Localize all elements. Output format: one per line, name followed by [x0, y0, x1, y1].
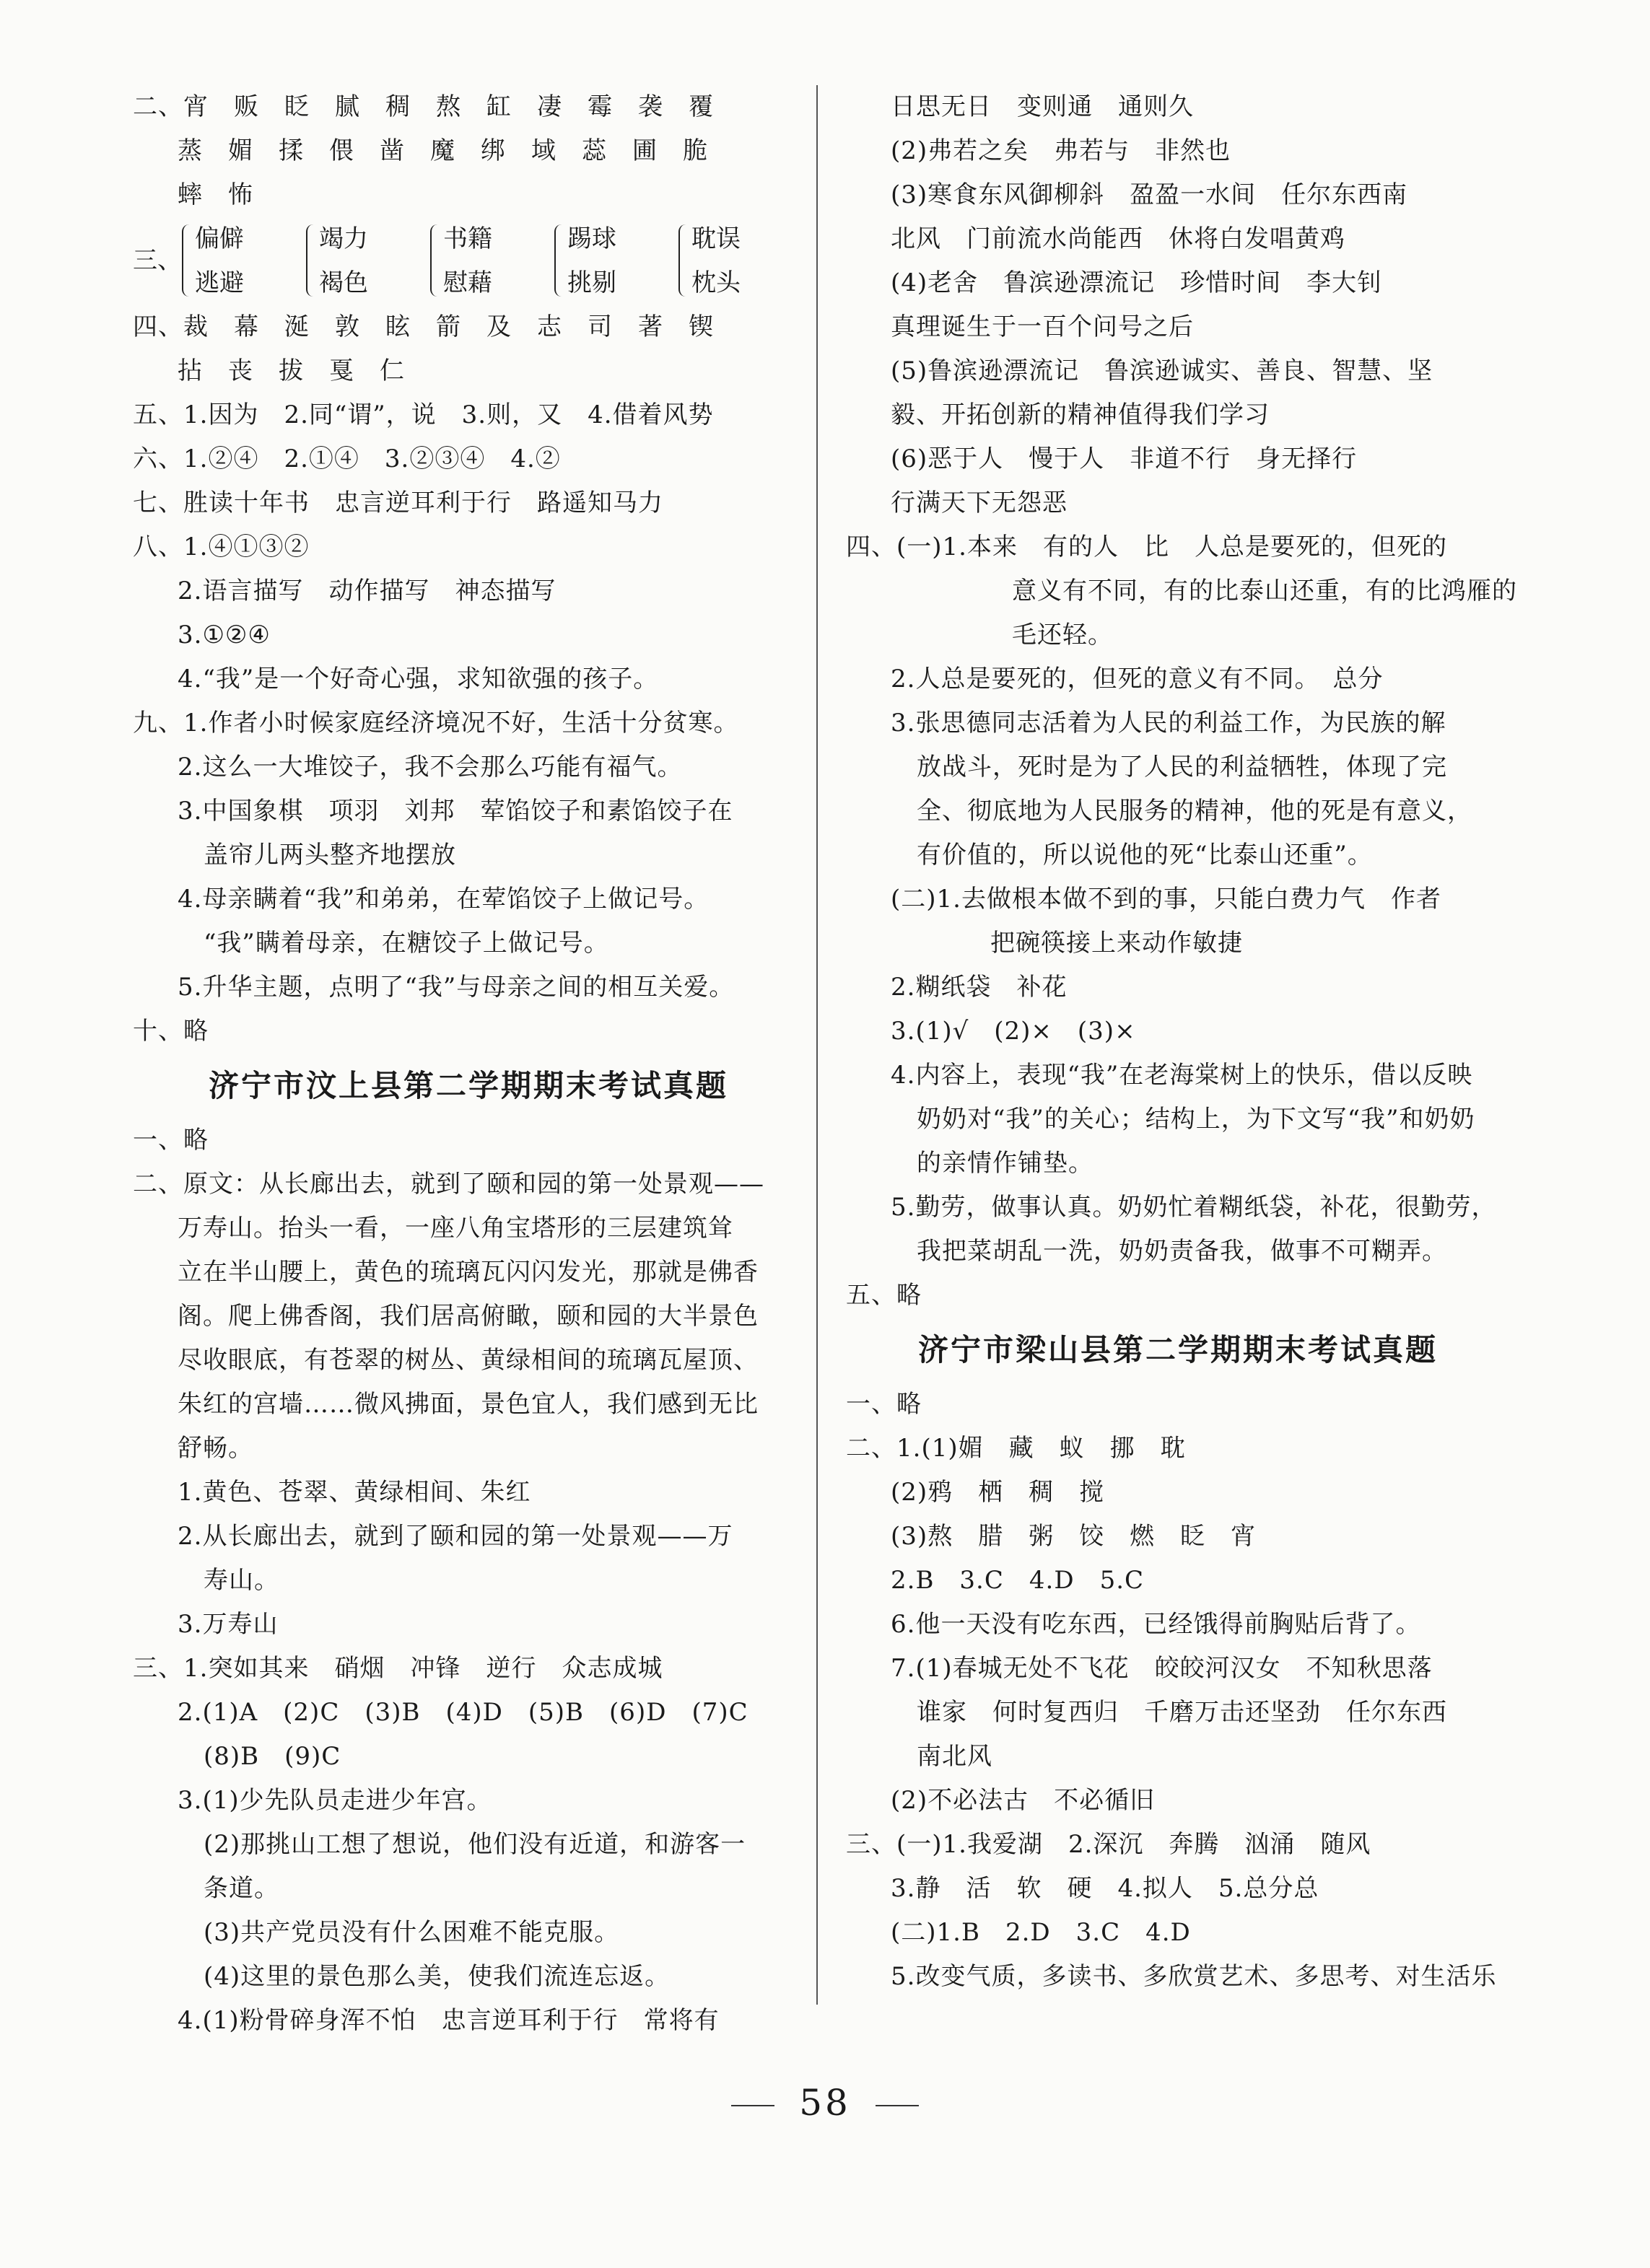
answer-line: 5.升华主题，点明了“我”与母亲之间的相互关爱。: [178, 973, 735, 1002]
answer-line: 3.中国象棋 项羽 刘邦 荤馅饺子和素馅饺子在: [178, 797, 733, 826]
section-marker: 三、: [133, 246, 182, 275]
answer-line: 蟀 怖: [178, 180, 253, 209]
pair-word: 竭力: [319, 224, 368, 253]
answer-line: 3.(1)√ (2)× (3)×: [891, 1017, 1136, 1046]
word-pair: [195, 217, 244, 305]
answer-line: 3.张思德同志活着为人民的利益工作，为民族的解: [891, 709, 1446, 737]
answer-line: 阁。爬上佛香阁，我们居高俯瞰，颐和园的大半景色: [178, 1302, 759, 1331]
answer-line: 2.(1)A (2)C (3)B (4)D (5)B (6)D (7)C: [178, 1698, 748, 1727]
answer-line: (二)1.B 2.D 3.C 4.D: [891, 1918, 1191, 1947]
answer-line: 九、1.作者小时候家庭经济境况不好，生活十分贫寒。: [133, 709, 739, 737]
answer-line: “我”瞒着母亲，在糖饺子上做记号。: [204, 929, 609, 958]
answer-line: (4)这里的景色那么美，使我们流连忘返。: [204, 1962, 671, 1991]
answer-line: 我把菜胡乱一洗，奶奶责备我，做事不可糊弄。: [917, 1237, 1447, 1266]
answer-line: 毅、开拓创新的精神值得我们学习: [891, 400, 1270, 429]
column-divider: [816, 85, 818, 2005]
answer-line: (2)弗若之矣 弗若与 非然也: [891, 136, 1231, 165]
answer-line: (2)鸦 栖 稠 搅: [891, 1478, 1105, 1507]
right-column: [846, 85, 1517, 1999]
pair-word: 褐色: [319, 268, 368, 297]
answer-line: (2)不必法古 不必循旧: [891, 1786, 1156, 1815]
answer-line: 万寿山。抬头一看，一座八角宝塔形的三层建筑耸: [178, 1214, 733, 1243]
answer-line: 二、宵 贩 眨 腻 稠 熬 缸 凄 霉 袭 覆: [133, 92, 714, 121]
answer-line: (3)共产党员没有什么困难不能克服。: [204, 1918, 620, 1947]
answer-line: 四、(一)1.本来 有的人 比 人总是要死的，但死的: [846, 533, 1447, 561]
answer-line: 一、略: [846, 1390, 922, 1419]
answer-line: 盖帘儿两头整齐地摆放: [204, 841, 456, 870]
answer-line: 2.糊纸袋 补花: [891, 973, 1068, 1002]
answer-line: 奶奶对“我”的关心；结构上，为下文写“我”和奶奶: [917, 1105, 1475, 1134]
answer-line: 朱红的宫墙……微风拂面，景色宜人，我们感到无比: [178, 1390, 759, 1419]
section-title: 济宁市汶上县第二学期期末考试真题: [208, 1068, 728, 1103]
brace-word-pairs: [133, 217, 804, 305]
answer-line: 5.勤劳，做事认真。奶奶忙着糊纸袋，补花，很勤劳，: [891, 1193, 1497, 1222]
answer-line: 放战斗，死时是为了人民的利益牺牲，体现了完: [917, 753, 1447, 781]
pair-word: 书籍: [443, 224, 492, 253]
page-dash: [876, 2105, 919, 2106]
answer-line: (5)鲁滨逊漂流记 鲁滨逊诚实、善良、智慧、坚: [891, 356, 1433, 385]
answer-line: 3.万寿山: [178, 1610, 279, 1639]
answer-line: 真理诞生于一百个问号之后: [891, 312, 1194, 341]
word-pair: [443, 217, 492, 305]
answer-line: 3.静 活 软 硬 4.拟人 5.总分总: [891, 1874, 1319, 1903]
answer-line: 尽收眼底，有苍翠的树丛、黄绿相间的琉璃瓦屋顶、: [178, 1346, 759, 1375]
answer-line: 4.(1)粉骨碎身浑不怕 忠言逆耳利于行 常将有: [178, 2006, 720, 2035]
answer-line: (4)老舍 鲁滨逊漂流记 珍惜时间 李大钊: [891, 268, 1383, 297]
page-number-text: 58: [799, 2082, 851, 2124]
answer-line: (3)寒食东风御柳斜 盈盈一水间 任尔东西南: [891, 180, 1408, 209]
answer-line: (二)1.去做根本做不到的事，只能白费力气 作者: [891, 885, 1441, 914]
answer-line: 北风 门前流水尚能西 休将白发唱黄鸡: [891, 224, 1345, 253]
answer-line: 二、1.(1)媚 藏 蚁 挪 耽: [846, 1434, 1186, 1463]
answer-line: 5.改变气质，多读书、多欣赏艺术、多思考、对生活乐: [891, 1962, 1497, 1991]
answer-line: 舒畅。: [178, 1434, 253, 1463]
answer-line: 谁家 何时复西归 千磨万击还坚劲 任尔东西: [917, 1698, 1447, 1727]
answer-line: 把碗筷接上来动作敏捷: [990, 929, 1243, 958]
answer-line: 4.内容上，表现“我”在老海棠树上的快乐，借以反映: [891, 1061, 1473, 1090]
page-dash: [731, 2105, 774, 2106]
answer-line: 2.语言描写 动作描写 神态描写: [178, 577, 556, 605]
answer-line: 三、1.突如其来 硝烟 冲锋 逆行 众志成城: [133, 1654, 663, 1683]
answer-line: (2)那挑山工想了想说，他们没有近道，和游客一: [204, 1830, 746, 1859]
answer-line: (3)熬 腊 粥 饺 燃 眨 宵: [891, 1522, 1257, 1551]
answer-line: 蒸 媚 揉 偎 凿 魔 绑 域 蕊 圃 脆: [178, 136, 708, 165]
answer-line: 寿山。: [204, 1566, 279, 1595]
pair-word: 挑剔: [567, 268, 616, 297]
section-title: 济宁市梁山县第二学期期末考试真题: [917, 1332, 1438, 1367]
answer-line: 2.从长廊出去，就到了颐和园的第一处景观——万: [178, 1522, 733, 1551]
answer-line: (8)B (9)C: [204, 1742, 341, 1771]
answer-line: (6)恶于人 慢于人 非道不行 身无择行: [891, 445, 1358, 473]
page-number: [0, 2082, 1650, 2124]
answer-line: 二、原文：从长廊出去，就到了颐和园的第一处景观——: [133, 1170, 764, 1199]
answer-line: 一、略: [133, 1126, 209, 1155]
answer-line: 2.B 3.C 4.D 5.C: [891, 1566, 1145, 1595]
left-column: [133, 85, 804, 2043]
pair-word: 偏僻: [195, 224, 244, 253]
answer-line: 五、1.因为 2.同“谓”，说 3.则，又 4.借着风势: [133, 400, 714, 429]
answer-line: 1.黄色、苍翠、黄绿相间、朱红: [178, 1478, 531, 1507]
pair-word: 枕头: [691, 268, 741, 297]
answer-line: 4.“我”是一个好奇心强，求知欲强的孩子。: [178, 665, 659, 693]
word-pair: [691, 217, 741, 305]
answer-line: 条道。: [204, 1874, 279, 1903]
answer-line: 3.①②④: [178, 621, 271, 649]
answer-line: 毛还轻。: [1012, 621, 1113, 649]
word-pair: [567, 217, 616, 305]
answer-line: 4.母亲瞒着“我”和弟弟，在荤馅饺子上做记号。: [178, 885, 710, 914]
answer-line: 7.(1)春城无处不飞花 皎皎河汉女 不知秋思落: [891, 1654, 1433, 1683]
answer-line: 全、彻底地为人民服务的精神，他的死是有意义，: [917, 797, 1472, 826]
answer-line: 南北风: [917, 1742, 992, 1771]
pair-word: 踢球: [567, 224, 616, 253]
pair-word: 逃避: [195, 268, 244, 297]
answer-line: 拈 丧 拔 戛 仁: [178, 356, 405, 385]
answer-line: 2.人总是要死的，但死的意义有不同。 总分: [891, 665, 1384, 693]
pair-word: 慰藉: [443, 268, 492, 297]
answer-line: 有价值的，所以说他的死“比泰山还重”。: [917, 841, 1373, 870]
word-pair: [319, 217, 368, 305]
answer-line: 行满天下无怨恶: [891, 489, 1068, 517]
answer-line: 八、1.④①③②: [133, 533, 310, 561]
pair-word: 耽误: [691, 224, 741, 253]
answer-line: 日思无日 变则通 通则久: [891, 92, 1194, 121]
answer-line: 四、裁 幕 涎 敦 眩 箭 及 志 司 著 锲: [133, 312, 714, 341]
answer-line: 立在半山腰上，黄色的琉璃瓦闪闪发光，那就是佛香: [178, 1258, 759, 1287]
answer-line: 五、略: [846, 1281, 922, 1310]
answer-line: 十、略: [133, 1017, 209, 1046]
answer-line: 的亲情作铺垫。: [917, 1149, 1094, 1178]
answer-line: 三、(一)1.我爱湖 2.深沉 奔腾 汹涌 随风: [846, 1830, 1371, 1859]
answer-line: 3.(1)少先队员走进少年宫。: [178, 1786, 492, 1815]
answer-line: 2.这么一大堆饺子，我不会那么巧能有福气。: [178, 753, 683, 781]
answer-line: 七、胜读十年书 忠言逆耳利于行 路遥知马力: [133, 489, 663, 517]
answer-line: 意义有不同，有的比泰山还重，有的比鸿雁的: [1012, 577, 1517, 605]
answer-line: 六、1.②④ 2.①④ 3.②③④ 4.②: [133, 445, 561, 473]
answer-line: 6.他一天没有吃东西，已经饿得前胸贴后背了。: [891, 1610, 1421, 1639]
